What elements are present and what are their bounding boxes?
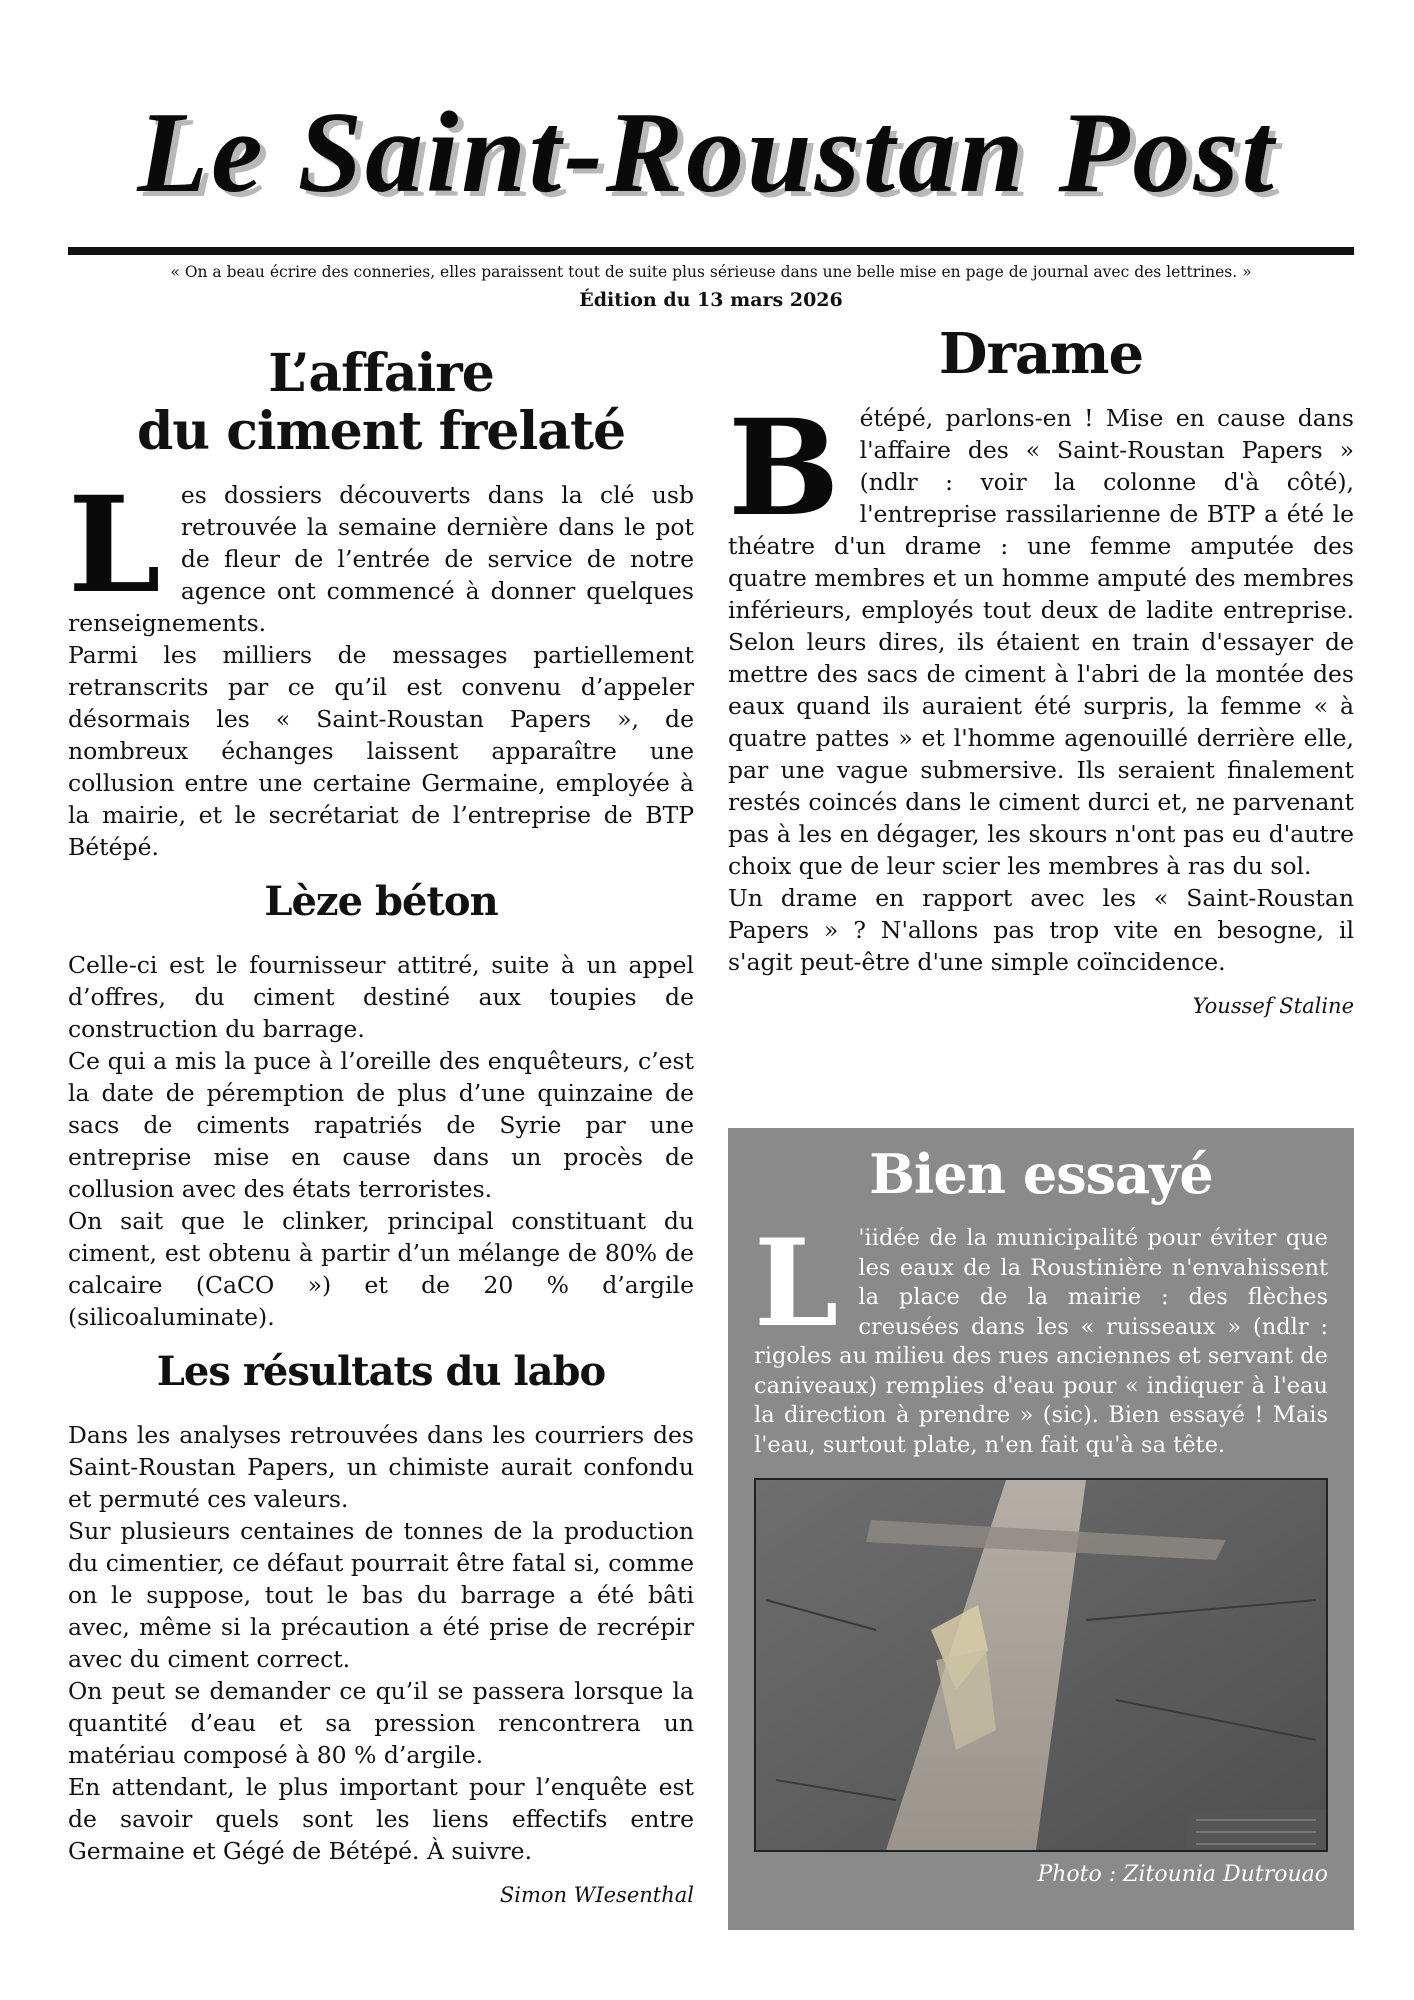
- paragraph: 'iidée de la municipalité pour éviter que les eaux de la Roustinière n'envahissent la place de la mairie : des flèches creusées dans les « ruisseaux » (ndlr : rigoles au milieu des rues anciennes et servant de caniveaux) remplies d'eau pour « indiquer à l'eau la direction à prendre » (sic). Bien essayé ! Mais l'eau, surtout plate, n'en fait qu'à sa tête.: [754, 1225, 1328, 1458]
- subhead-resultats-labo: Les résultats du labo: [156, 1348, 606, 1395]
- article-ciment-body: [68, 468, 694, 863]
- paragraph: étépé, parlons-en ! Mise en cause dans l'affaire des « Saint-Roustan Papers » (ndlr : voir la colonne d'à côté), l'entreprise rassilarienne de BTP a été le théatre d'un drame : une femme amputée des quatre membres et un homme amputé des membres inférieurs, employés tout deux de ladite entreprise. Selon leurs dires, ils étaient en train d'essayer de mettre des sacs de ciment à l'abri de la montée des eaux quand ils auraient été surpris, la femme « à quatre pattes » et l'homme agenouillé derrière elle, par une vague submersive. Ils seraient finalement restés coincés dans le ciment durci et, ne parvenant pas à les en dégager, les skours n'ont pas eu d'autre choix que de leur scier les membres à ras du sol.: [728, 404, 1354, 880]
- masthead-title: Le Saint-Roustan Post: [137, 89, 1277, 217]
- paragraph: Sur plusieurs centaines de tonnes de la production du cimentier, ce défaut pourrait être fatal si, comme on le suppose, tout le bas du barrage a été bâti avec, même si la précaution a été prise de recrépir avec du ciment correct.: [68, 1517, 694, 1673]
- motto: « On a beau écrire des conneries, elles paraissent tout de suite plus sérieuse dans une belle mise en page de journal avec des lettrines. »: [170, 263, 1252, 281]
- dropcap-l: L: [754, 1213, 839, 1354]
- masthead-rule: [68, 247, 1354, 255]
- edition-date: Édition du 13 mars 2026: [579, 289, 843, 311]
- article-essaye-box: [728, 1128, 1354, 1930]
- paragraph: Dans les analyses retrouvées dans les courriers des Saint-Roustan Papers, un chimiste aurait confondu et permuté ces valeurs.: [68, 1421, 694, 1513]
- article-ciment-title-line2: du ciment frelaté: [136, 401, 626, 462]
- author-signature: Simon WIesenthal: [499, 1883, 694, 1907]
- column-right: [728, 322, 1354, 1020]
- article-ciment-title: [68, 345, 694, 461]
- photo-credit: Photo : Zitounia Dutrouao: [1037, 1862, 1328, 1887]
- article-drame-body: [728, 391, 1354, 978]
- photo-image: [756, 1480, 1326, 1850]
- article-ciment-title-line1: L’affaire: [268, 343, 494, 404]
- article-drame-title: Drame: [938, 321, 1144, 387]
- article-essaye-title: Bien essayé: [869, 1142, 1213, 1206]
- paragraph: es dossiers découverts dans la clé usb retrouvée la semaine dernière dans le pot de fleur de l’entrée de service de notre agence ont commencé à donner quelques renseignements.: [68, 481, 694, 637]
- street-arrow-photo: [754, 1478, 1328, 1852]
- paragraph: On sait que le clinker, principal constituant du ciment, est obtenu à partir d’un mélange de 80% de calcaire (CaCO ») et de 20 % d’argile (silicoaluminate).: [68, 1207, 694, 1331]
- paragraph: On peut se demander ce qu’il se passera lorsque la quantité d’eau et sa pression rencontrera un matériau composé à 80 % d’argile.: [68, 1677, 694, 1769]
- article-ciment-body-3: [68, 1419, 694, 1867]
- subhead-leze-beton: Lèze béton: [264, 878, 498, 925]
- paragraph: Celle-ci est le fournisseur attitré, suite à un appel d’offres, du ciment destiné aux toupies de construction du barrage.: [68, 951, 694, 1043]
- paragraph: Ce qui a mis la puce à l’oreille des enquêteurs, c’est la date de péremption de plus d’une quinzaine de sacs de ciments rapatriés de Syrie par une entreprise mise en cause dans un procès de collusion avec des états terroristes.: [68, 1047, 694, 1203]
- paragraph: Un drame en rapport avec les « Saint-Roustan Papers » ? N'allons pas trop vite en besogne, il s'agit peut-être d'une simple coïncidence.: [728, 884, 1354, 976]
- author-signature: Youssef Staline: [1192, 994, 1354, 1018]
- dropcap-b: B: [728, 391, 840, 546]
- paragraph: En attendant, le plus important pour l’enquête est de savoir quels sont les liens effectifs entre Germaine et Gégé de Bétépé. À suivre.: [68, 1773, 694, 1865]
- article-essaye-body: [754, 1213, 1328, 1460]
- article-ciment-body-2: [68, 949, 694, 1333]
- paragraph: Parmi les milliers de messages partiellement retranscrits par ce qu’il est convenu d’appeler désormais les « Saint-Roustan Papers », de nombreux échanges laissent apparaître une collusion entre une certaine Germaine, employée à la mairie, et le secrétariat de l’entreprise de BTP Bétépé.: [68, 641, 694, 861]
- column-left: [68, 345, 694, 1909]
- dropcap-l: L: [68, 468, 161, 623]
